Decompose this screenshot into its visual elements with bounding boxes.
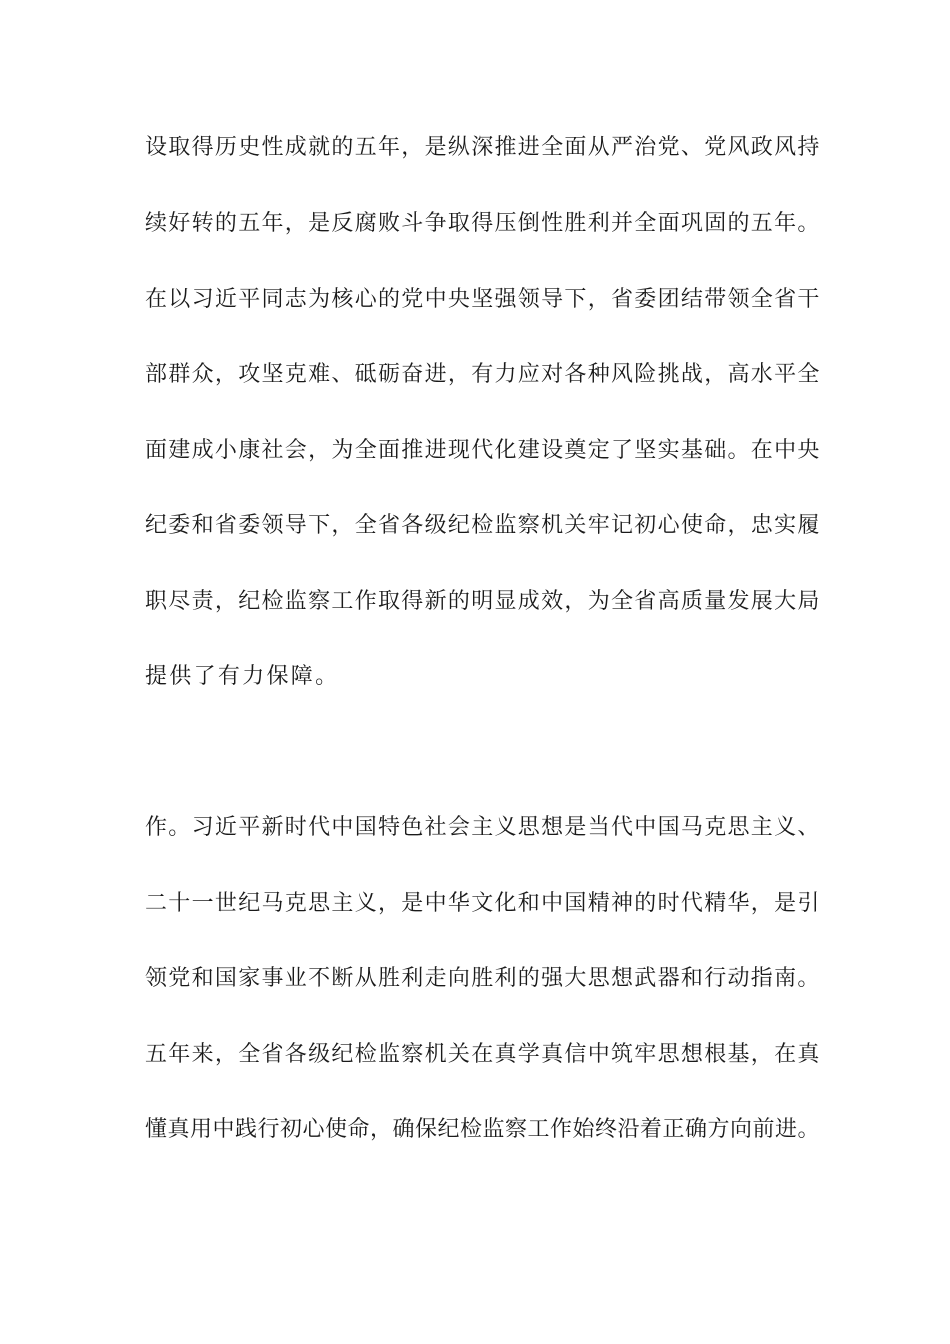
- paragraph-line: 部群众，攻坚克难、砥砺奋进，有力应对各种风险挑战，高水平全: [145, 362, 821, 387]
- paragraph-line: 设取得历史性成就的五年，是纵深推进全面从严治党、党风政风持: [145, 135, 821, 160]
- paragraph-line: 五年来，全省各级纪检监察机关在真学真信中筑牢思想根基，在真: [145, 1042, 821, 1067]
- paragraph-line: 职尽责，纪检监察工作取得新的明显成效，为全省高质量发展大局: [145, 589, 821, 614]
- paragraph-line: 领党和国家事业不断从胜利走向胜利的强大思想武器和行动指南。: [145, 966, 821, 991]
- paragraph-line: 作。习近平新时代中国特色社会主义思想是当代中国马克思主义、: [145, 815, 821, 840]
- paragraph-line: 二十一世纪马克思主义，是中华文化和中国精神的时代精华，是引: [145, 891, 821, 916]
- paragraph-line: 懂真用中践行初心使命，确保纪检监察工作始终沿着正确方向前进。: [145, 1117, 821, 1142]
- paragraph-line: 纪委和省委领导下，全省各级纪检监察机关牢记初心使命，忠实履: [145, 513, 821, 538]
- paragraph-line: 续好转的五年，是反腐败斗争取得压倒性胜利并全面巩固的五年。: [145, 211, 821, 236]
- paragraph-line: 面建成小康社会，为全面推进现代化建设奠定了坚实基础。在中央: [145, 438, 821, 463]
- paragraph-line: 提供了有力保障。: [145, 664, 340, 689]
- paragraph-line: 在以习近平同志为核心的党中央坚强领导下，省委团结带领全省干: [145, 287, 821, 312]
- section-heading-line: [190, 735, 870, 771]
